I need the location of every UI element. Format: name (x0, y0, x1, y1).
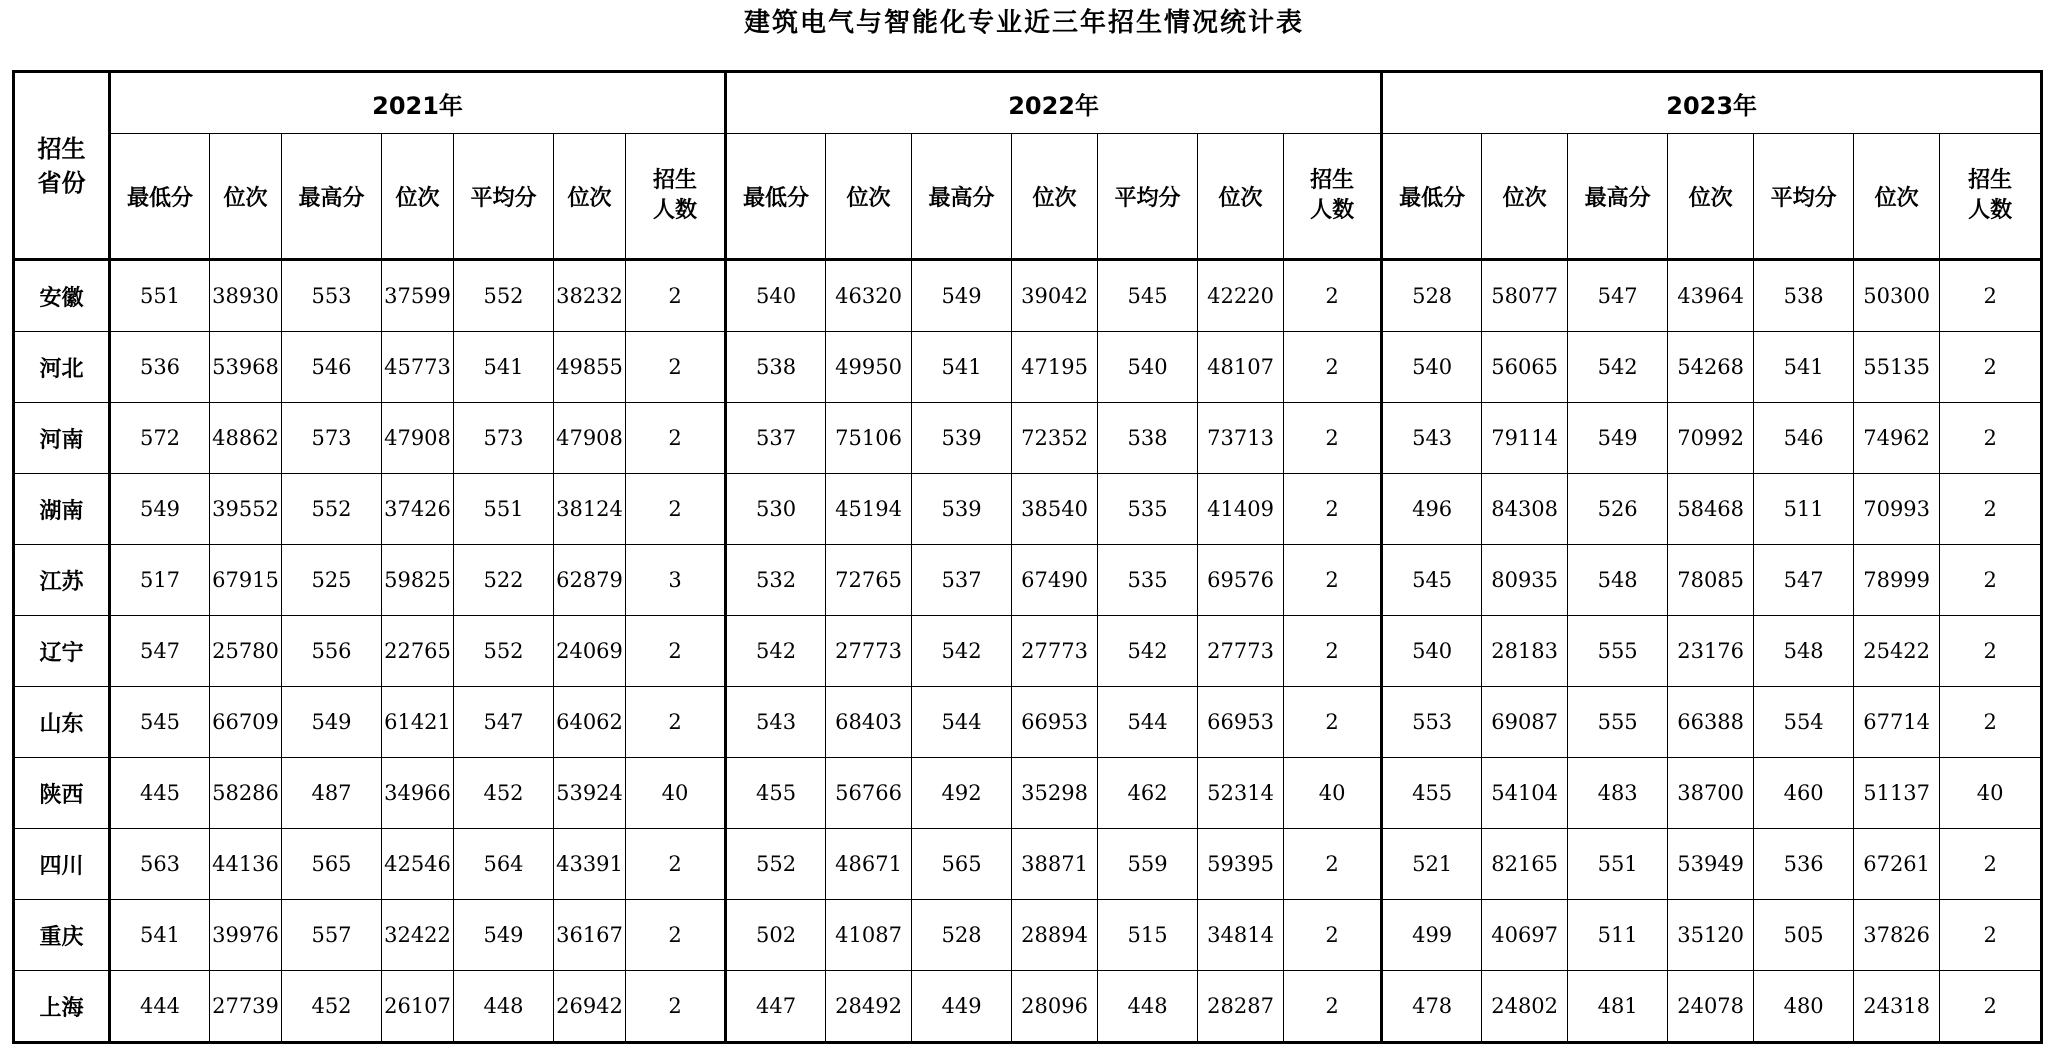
value-cell: 538 (1754, 260, 1854, 332)
value-cell: 49855 (554, 332, 626, 403)
value-cell: 49950 (826, 332, 912, 403)
value-cell: 2 (626, 829, 726, 900)
value-cell: 545 (1382, 545, 1482, 616)
province-cell: 重庆 (14, 900, 110, 971)
value-cell: 452 (454, 758, 554, 829)
value-cell: 541 (912, 332, 1012, 403)
value-cell: 79114 (1482, 403, 1568, 474)
table-row (14, 332, 2042, 403)
table-row (14, 403, 2042, 474)
table-row (14, 616, 2042, 687)
table-row (14, 545, 2042, 616)
value-cell: 2 (1940, 971, 2042, 1043)
value-cell: 74962 (1854, 403, 1940, 474)
value-cell: 56766 (826, 758, 912, 829)
value-cell: 2 (626, 687, 726, 758)
value-cell: 58077 (1482, 260, 1568, 332)
value-cell: 544 (1098, 687, 1198, 758)
value-cell: 38930 (210, 260, 282, 332)
value-cell: 535 (1098, 474, 1198, 545)
table-row (14, 474, 2042, 545)
value-cell: 555 (1568, 687, 1668, 758)
value-cell: 2 (1284, 971, 1382, 1043)
value-cell: 69087 (1482, 687, 1568, 758)
value-cell: 2 (626, 474, 726, 545)
value-cell: 543 (1382, 403, 1482, 474)
table-row (14, 758, 2042, 829)
value-cell: 2 (1940, 829, 2042, 900)
table-row (14, 687, 2042, 758)
value-cell: 28894 (1012, 900, 1098, 971)
value-cell: 41087 (826, 900, 912, 971)
value-cell: 75106 (826, 403, 912, 474)
value-cell: 447 (726, 971, 826, 1043)
province-cell: 陕西 (14, 758, 110, 829)
value-cell: 66953 (1012, 687, 1098, 758)
value-cell: 549 (110, 474, 210, 545)
province-header-label: 招生 省份 (37, 134, 86, 197)
value-cell: 515 (1098, 900, 1198, 971)
value-cell: 26942 (554, 971, 626, 1043)
table-row (14, 971, 2042, 1043)
value-cell: 542 (1098, 616, 1198, 687)
value-cell: 38232 (554, 260, 626, 332)
value-cell: 483 (1568, 758, 1668, 829)
value-cell: 59825 (382, 545, 454, 616)
value-cell: 535 (1098, 545, 1198, 616)
value-cell: 54268 (1668, 332, 1754, 403)
value-cell: 2 (626, 616, 726, 687)
value-cell: 70993 (1854, 474, 1940, 545)
value-cell: 27773 (826, 616, 912, 687)
value-cell: 557 (282, 900, 382, 971)
sub-header: 招生 人数 (1940, 134, 2042, 260)
value-cell: 72352 (1012, 403, 1098, 474)
province-cell: 上海 (14, 971, 110, 1043)
value-cell: 28096 (1012, 971, 1098, 1043)
value-cell: 455 (726, 758, 826, 829)
year-header-2021: 2021年 (110, 72, 726, 134)
value-cell: 28183 (1482, 616, 1568, 687)
value-cell: 573 (282, 403, 382, 474)
value-cell: 2 (1940, 332, 2042, 403)
value-cell: 445 (110, 758, 210, 829)
value-cell: 2 (1940, 900, 2042, 971)
value-cell: 487 (282, 758, 382, 829)
value-cell: 48862 (210, 403, 282, 474)
value-cell: 551 (454, 474, 554, 545)
value-cell: 530 (726, 474, 826, 545)
value-cell: 38871 (1012, 829, 1098, 900)
value-cell: 27773 (1012, 616, 1098, 687)
value-cell: 67261 (1854, 829, 1940, 900)
value-cell: 480 (1754, 971, 1854, 1043)
value-cell: 551 (1568, 829, 1668, 900)
value-cell: 548 (1568, 545, 1668, 616)
value-cell: 27773 (1198, 616, 1284, 687)
value-cell: 552 (454, 260, 554, 332)
value-cell: 537 (912, 545, 1012, 616)
value-cell: 67915 (210, 545, 282, 616)
value-cell: 26107 (382, 971, 454, 1043)
value-cell: 549 (912, 260, 1012, 332)
value-cell: 556 (282, 616, 382, 687)
value-cell: 564 (454, 829, 554, 900)
value-cell: 69576 (1198, 545, 1284, 616)
value-cell: 499 (1382, 900, 1482, 971)
value-cell: 542 (726, 616, 826, 687)
value-cell: 444 (110, 971, 210, 1043)
value-cell: 50300 (1854, 260, 1940, 332)
value-cell: 28287 (1198, 971, 1284, 1043)
value-cell: 540 (1098, 332, 1198, 403)
sub-header: 最高分 (282, 134, 382, 260)
value-cell: 549 (282, 687, 382, 758)
value-cell: 37426 (382, 474, 454, 545)
value-cell: 40 (626, 758, 726, 829)
value-cell: 452 (282, 971, 382, 1043)
value-cell: 34814 (1198, 900, 1284, 971)
value-cell: 36167 (554, 900, 626, 971)
value-cell: 48107 (1198, 332, 1284, 403)
sub-header: 位次 (1482, 134, 1568, 260)
sub-header: 平均分 (454, 134, 554, 260)
value-cell: 78085 (1668, 545, 1754, 616)
value-cell: 2 (1940, 545, 2042, 616)
value-cell: 72765 (826, 545, 912, 616)
value-cell: 547 (110, 616, 210, 687)
value-cell: 536 (110, 332, 210, 403)
value-cell: 2 (1284, 474, 1382, 545)
admission-table (12, 70, 2043, 1044)
value-cell: 3 (626, 545, 726, 616)
value-cell: 522 (454, 545, 554, 616)
value-cell: 547 (454, 687, 554, 758)
province-cell: 湖南 (14, 474, 110, 545)
value-cell: 553 (1382, 687, 1482, 758)
value-cell: 552 (454, 616, 554, 687)
value-cell: 40 (1940, 758, 2042, 829)
sub-header: 位次 (1854, 134, 1940, 260)
value-cell: 460 (1754, 758, 1854, 829)
value-cell: 61421 (382, 687, 454, 758)
value-cell: 539 (912, 403, 1012, 474)
province-cell: 四川 (14, 829, 110, 900)
value-cell: 537 (726, 403, 826, 474)
value-cell: 2 (1940, 687, 2042, 758)
value-cell: 528 (912, 900, 1012, 971)
value-cell: 58286 (210, 758, 282, 829)
value-cell: 40697 (1482, 900, 1568, 971)
value-cell: 46320 (826, 260, 912, 332)
value-cell: 78999 (1854, 545, 1940, 616)
value-cell: 54104 (1482, 758, 1568, 829)
value-cell: 24078 (1668, 971, 1754, 1043)
value-cell: 548 (1754, 616, 1854, 687)
sub-header: 位次 (826, 134, 912, 260)
value-cell: 2 (626, 332, 726, 403)
value-cell: 547 (1754, 545, 1854, 616)
value-cell: 505 (1754, 900, 1854, 971)
value-cell: 542 (1568, 332, 1668, 403)
value-cell: 543 (726, 687, 826, 758)
value-cell: 552 (282, 474, 382, 545)
value-cell: 565 (912, 829, 1012, 900)
sub-header: 招生 人数 (626, 134, 726, 260)
value-cell: 52314 (1198, 758, 1284, 829)
value-cell: 47195 (1012, 332, 1098, 403)
value-cell: 64062 (554, 687, 626, 758)
value-cell: 42546 (382, 829, 454, 900)
value-cell: 37599 (382, 260, 454, 332)
value-cell: 2 (626, 260, 726, 332)
value-cell: 549 (1568, 403, 1668, 474)
value-cell: 80935 (1482, 545, 1568, 616)
value-cell: 62879 (554, 545, 626, 616)
value-cell: 2 (1284, 260, 1382, 332)
sub-header: 位次 (1012, 134, 1098, 260)
value-cell: 2 (626, 403, 726, 474)
value-cell: 545 (1098, 260, 1198, 332)
value-cell: 517 (110, 545, 210, 616)
value-cell: 24318 (1854, 971, 1940, 1043)
value-cell: 2 (1284, 403, 1382, 474)
sub-header: 位次 (554, 134, 626, 260)
value-cell: 511 (1754, 474, 1854, 545)
value-cell: 496 (1382, 474, 1482, 545)
value-cell: 544 (912, 687, 1012, 758)
value-cell: 525 (282, 545, 382, 616)
value-cell: 23176 (1668, 616, 1754, 687)
value-cell: 24802 (1482, 971, 1568, 1043)
province-cell: 河南 (14, 403, 110, 474)
value-cell: 462 (1098, 758, 1198, 829)
value-cell: 540 (1382, 332, 1482, 403)
value-cell: 448 (1098, 971, 1198, 1043)
value-cell: 541 (454, 332, 554, 403)
value-cell: 565 (282, 829, 382, 900)
value-cell: 39552 (210, 474, 282, 545)
value-cell: 502 (726, 900, 826, 971)
sub-header: 位次 (1198, 134, 1284, 260)
value-cell: 2 (1940, 474, 2042, 545)
value-cell: 540 (726, 260, 826, 332)
value-cell: 2 (1284, 687, 1382, 758)
value-cell: 66953 (1198, 687, 1284, 758)
value-cell: 24069 (554, 616, 626, 687)
value-cell: 521 (1382, 829, 1482, 900)
value-cell: 53968 (210, 332, 282, 403)
value-cell: 59395 (1198, 829, 1284, 900)
sub-header: 最低分 (110, 134, 210, 260)
value-cell: 541 (1754, 332, 1854, 403)
value-cell: 66388 (1668, 687, 1754, 758)
sub-header: 位次 (382, 134, 454, 260)
province-cell: 安徽 (14, 260, 110, 332)
value-cell: 38124 (554, 474, 626, 545)
value-cell: 70992 (1668, 403, 1754, 474)
value-cell: 82165 (1482, 829, 1568, 900)
value-cell: 449 (912, 971, 1012, 1043)
value-cell: 39976 (210, 900, 282, 971)
province-cell: 山东 (14, 687, 110, 758)
value-cell: 2 (1940, 616, 2042, 687)
value-cell: 554 (1754, 687, 1854, 758)
value-cell: 51137 (1854, 758, 1940, 829)
sub-header: 最高分 (1568, 134, 1668, 260)
value-cell: 39042 (1012, 260, 1098, 332)
value-cell: 55135 (1854, 332, 1940, 403)
value-cell: 28492 (826, 971, 912, 1043)
province-cell: 辽宁 (14, 616, 110, 687)
value-cell: 84308 (1482, 474, 1568, 545)
value-cell: 67714 (1854, 687, 1940, 758)
value-cell: 53924 (554, 758, 626, 829)
value-cell: 40 (1284, 758, 1382, 829)
value-cell: 492 (912, 758, 1012, 829)
value-cell: 73713 (1198, 403, 1284, 474)
value-cell: 2 (1284, 332, 1382, 403)
value-cell: 2 (1284, 900, 1382, 971)
value-cell: 538 (726, 332, 826, 403)
value-cell: 572 (110, 403, 210, 474)
value-cell: 2 (626, 900, 726, 971)
value-cell: 542 (912, 616, 1012, 687)
value-cell: 2 (1940, 403, 2042, 474)
table-row (14, 260, 2042, 332)
sub-header: 最高分 (912, 134, 1012, 260)
value-cell: 478 (1382, 971, 1482, 1043)
value-cell: 539 (912, 474, 1012, 545)
value-cell: 53949 (1668, 829, 1754, 900)
value-cell: 41409 (1198, 474, 1284, 545)
year-header-2023: 2023年 (1382, 72, 2042, 134)
value-cell: 38700 (1668, 758, 1754, 829)
value-cell: 58468 (1668, 474, 1754, 545)
value-cell: 559 (1098, 829, 1198, 900)
value-cell: 48671 (826, 829, 912, 900)
value-cell: 2 (626, 971, 726, 1043)
sub-header: 平均分 (1098, 134, 1198, 260)
value-cell: 455 (1382, 758, 1482, 829)
value-cell: 35298 (1012, 758, 1098, 829)
value-cell: 32422 (382, 900, 454, 971)
value-cell: 42220 (1198, 260, 1284, 332)
sub-header: 位次 (210, 134, 282, 260)
value-cell: 547 (1568, 260, 1668, 332)
value-cell: 2 (1284, 829, 1382, 900)
value-cell: 551 (110, 260, 210, 332)
value-cell: 563 (110, 829, 210, 900)
value-cell: 541 (110, 900, 210, 971)
value-cell: 552 (726, 829, 826, 900)
value-cell: 528 (1382, 260, 1482, 332)
value-cell: 45773 (382, 332, 454, 403)
province-cell: 河北 (14, 332, 110, 403)
value-cell: 22765 (382, 616, 454, 687)
page-title: 建筑电气与智能化专业近三年招生情况统计表 (743, 8, 1304, 38)
value-cell: 538 (1098, 403, 1198, 474)
value-cell: 511 (1568, 900, 1668, 971)
value-cell: 43391 (554, 829, 626, 900)
value-cell: 38540 (1012, 474, 1098, 545)
year-header-2022: 2022年 (726, 72, 1382, 134)
value-cell: 555 (1568, 616, 1668, 687)
value-cell: 536 (1754, 829, 1854, 900)
value-cell: 553 (282, 260, 382, 332)
value-cell: 25780 (210, 616, 282, 687)
province-header (14, 72, 110, 260)
sub-header: 最低分 (1382, 134, 1482, 260)
value-cell: 44136 (210, 829, 282, 900)
value-cell: 2 (1284, 545, 1382, 616)
value-cell: 532 (726, 545, 826, 616)
value-cell: 545 (110, 687, 210, 758)
value-cell: 47908 (382, 403, 454, 474)
sub-header: 平均分 (1754, 134, 1854, 260)
value-cell: 2 (1284, 616, 1382, 687)
value-cell: 45194 (826, 474, 912, 545)
value-cell: 68403 (826, 687, 912, 758)
value-cell: 35120 (1668, 900, 1754, 971)
value-cell: 481 (1568, 971, 1668, 1043)
value-cell: 2 (1940, 260, 2042, 332)
sub-header: 位次 (1668, 134, 1754, 260)
value-cell: 549 (454, 900, 554, 971)
table-row (14, 829, 2042, 900)
value-cell: 34966 (382, 758, 454, 829)
province-cell: 江苏 (14, 545, 110, 616)
table-row (14, 900, 2042, 971)
value-cell: 448 (454, 971, 554, 1043)
value-cell: 66709 (210, 687, 282, 758)
value-cell: 546 (1754, 403, 1854, 474)
sub-header: 最低分 (726, 134, 826, 260)
value-cell: 27739 (210, 971, 282, 1043)
value-cell: 67490 (1012, 545, 1098, 616)
value-cell: 47908 (554, 403, 626, 474)
value-cell: 25422 (1854, 616, 1940, 687)
sub-header: 招生 人数 (1284, 134, 1382, 260)
value-cell: 43964 (1668, 260, 1754, 332)
value-cell: 540 (1382, 616, 1482, 687)
value-cell: 526 (1568, 474, 1668, 545)
value-cell: 56065 (1482, 332, 1568, 403)
value-cell: 37826 (1854, 900, 1940, 971)
value-cell: 573 (454, 403, 554, 474)
value-cell: 546 (282, 332, 382, 403)
